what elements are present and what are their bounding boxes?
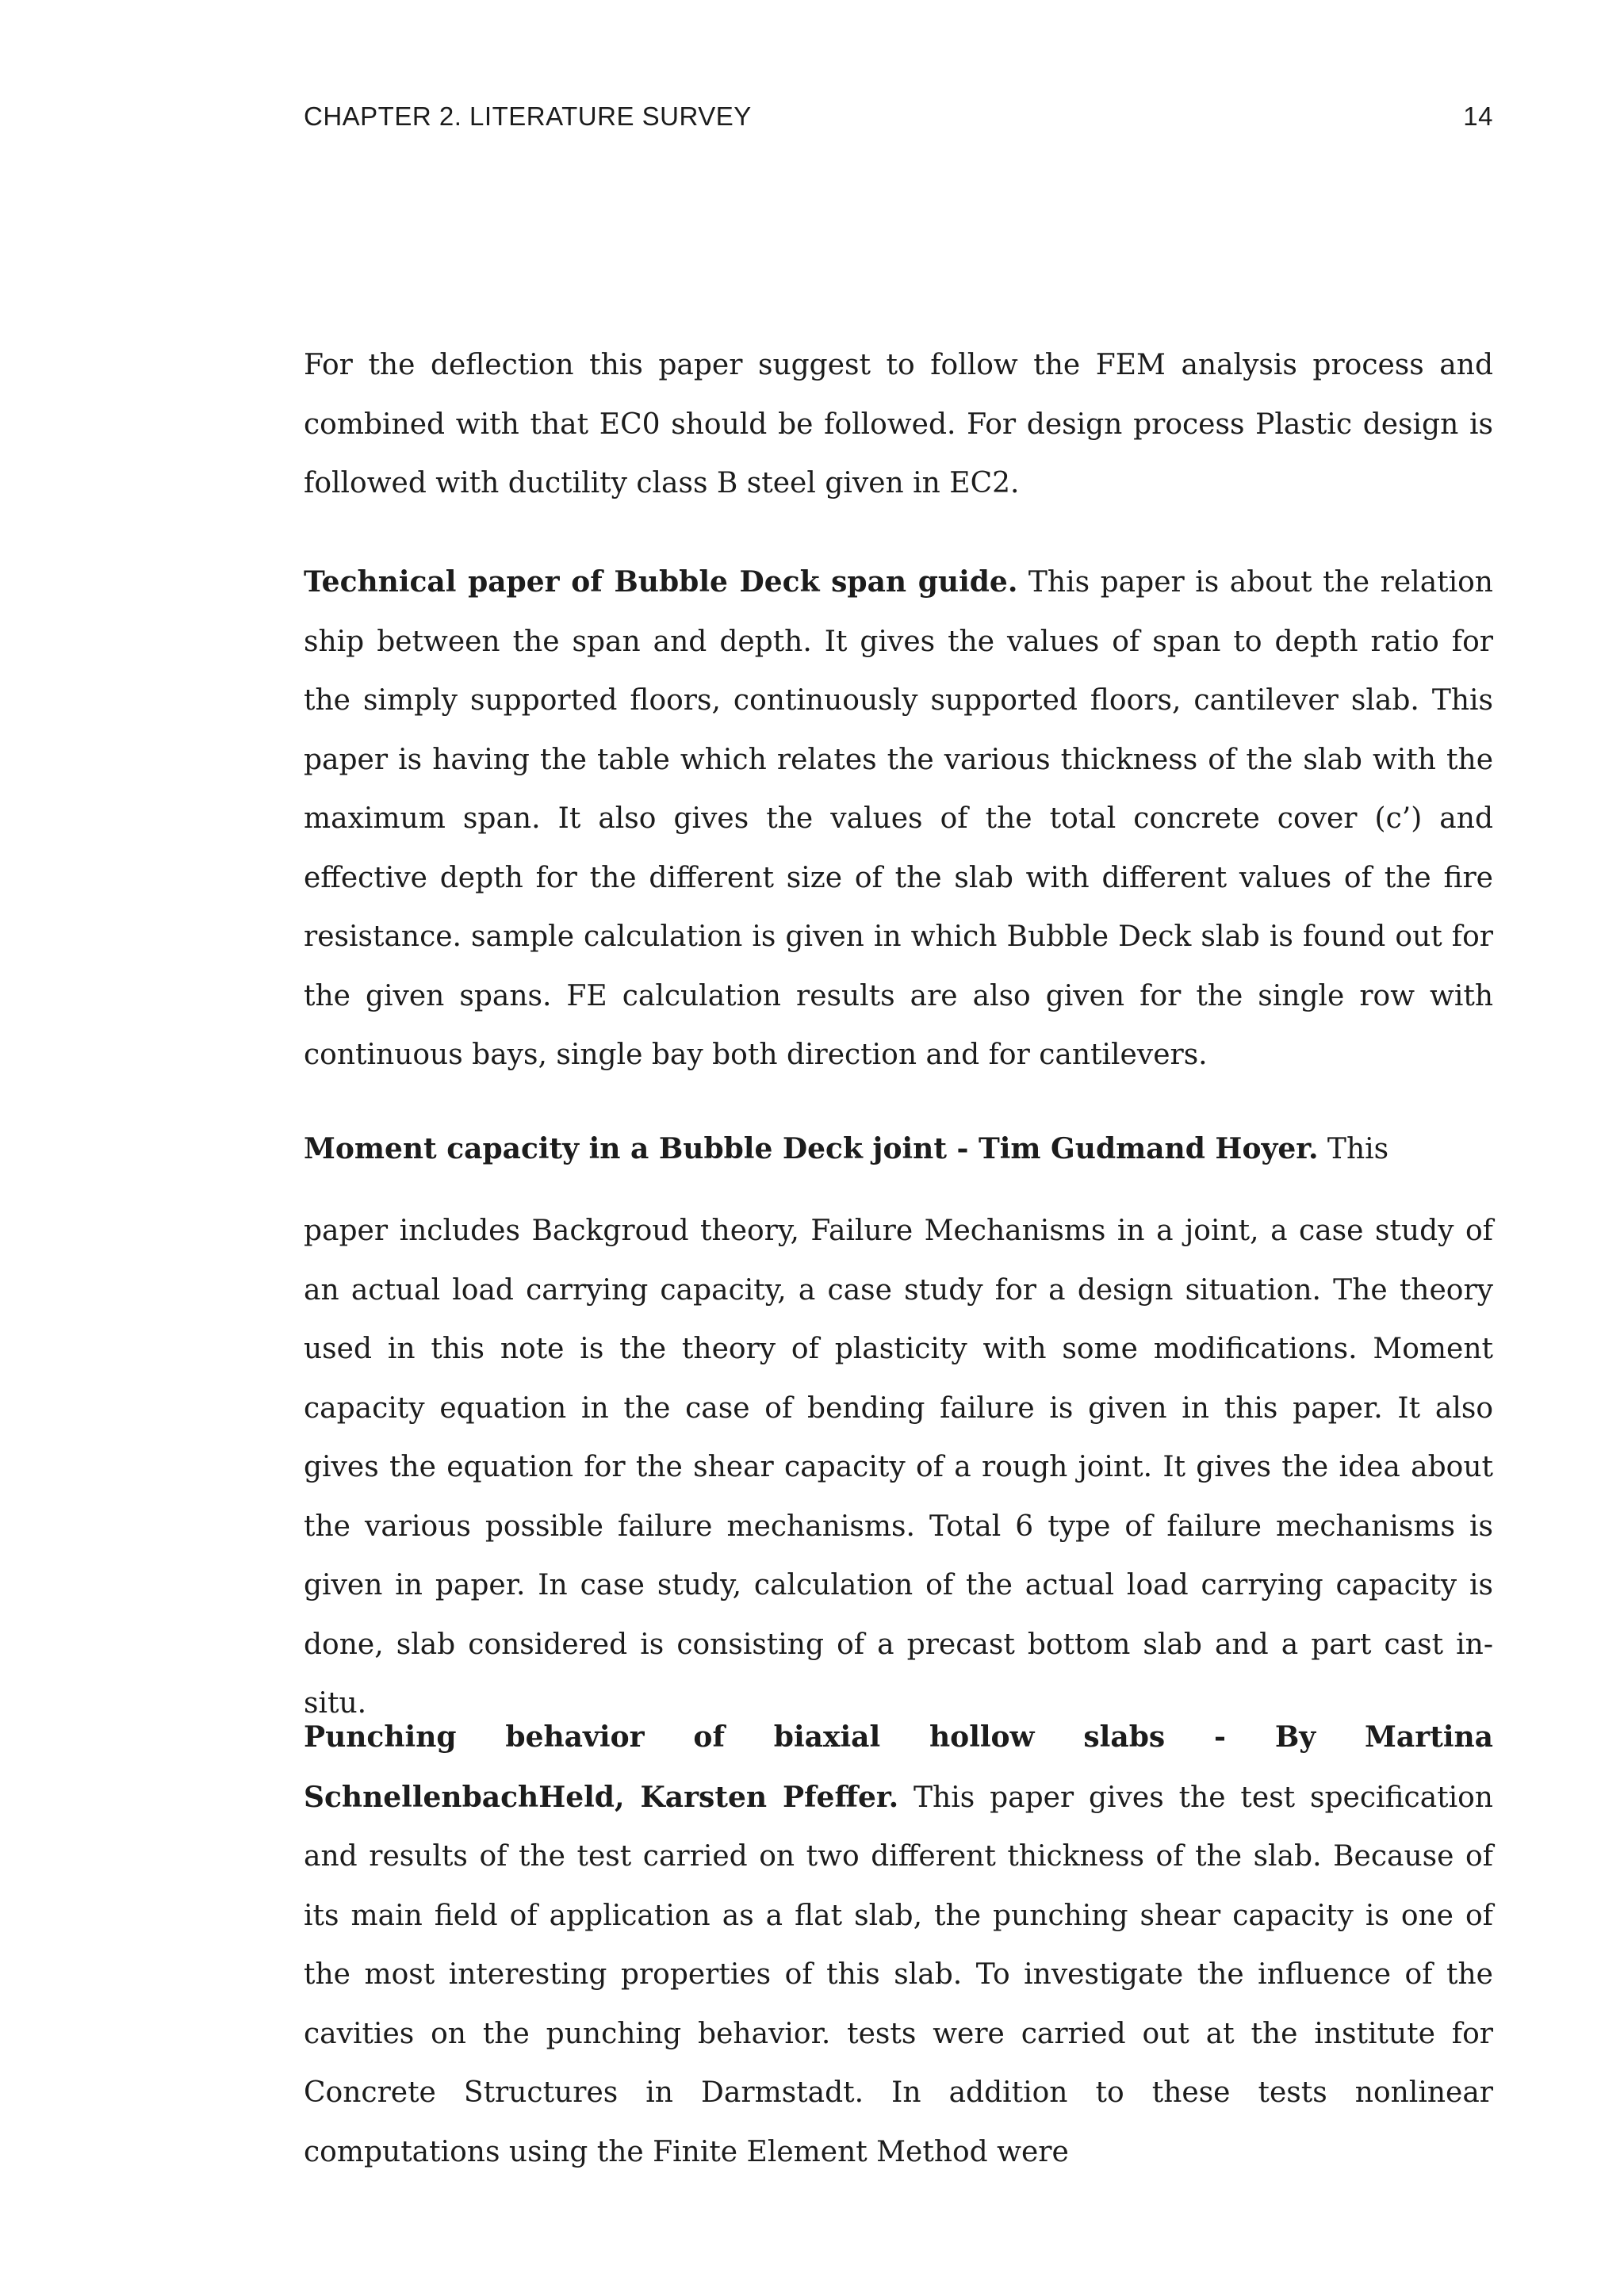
chapter-title: CHAPTER 2. LITERATURE SURVEY	[304, 101, 752, 131]
paragraph-text: This paper is about the relation ship between the span and depth. It gives the values of span to depth ratio for the simply supported floors, continuously supported floors, cantilever slab. This paper is having the table which relates the various thickness of the slab with the maximum span. It also gives the values of the total concrete cover (c’) and effective depth for the different size of the slab with different values of the fire resistance. sample calculation is given in which Bubble Deck slab is found out for the given spans. FE calculation results are also given for the single row with continuous bays, single bay both direction and for cantilevers.	[304, 566, 1493, 1071]
paragraph-heading: Punching behavior of biaxial hollow slabs - By Martina SchnellenbachHeld, Karsten Pfeffer.	[304, 1720, 1493, 1814]
paragraph-heading: Technical paper of Bubble Deck span guide.	[304, 565, 1018, 599]
paragraph-heading: Moment capacity in a Bubble Deck joint - Tim Gudmand Hoyer.	[304, 1132, 1319, 1165]
running-header	[304, 101, 1493, 132]
paragraph-heading-line	[304, 1119, 1493, 1180]
paragraph-text: This paper gives the test specification and results of the test carried on two different thickness of the slab. Because of its main field of application as a flat slab, the punching shear capacity is one of the most interesting properties of this slab. To investigate the influence of the cavities on the punching behavior. tests were carried out at the institute for Concrete Structures in Darmstadt. In addition to these tests nonlinear computations using the Finite Element Method were	[304, 1781, 1493, 2168]
paragraph-punching-behavior	[304, 1708, 1493, 2182]
paragraph-deflection	[304, 336, 1493, 514]
paragraph-text: paper includes Backgroud theory, Failure Mechanisms in a joint, a case study of an actual load carrying capacity, a case study for a design situation. The theory used in this note is the theory of plasticity with some modifications. Moment capacity equation in the case of bending failure is given in this paper. It also gives the equation for the shear capacity of a rough joint. It gives the idea about the various possible failure mechanisms. Total 6 type of failure mechanisms is given in paper. In case study, calculation of the actual load carrying capacity is done, slab considered is consisting of a precast bottom slab and a part cast in-situ.	[304, 1215, 1493, 1720]
paragraph-text: For the deflection this paper suggest to follow the FEM analysis process and combined with that EC0 should be followed. For design process Plastic design is followed with ductility class B steel given in EC2.	[304, 349, 1493, 499]
page-number: 14	[1463, 101, 1493, 131]
paragraph-span-guide	[304, 553, 1493, 1085]
paragraph-moment-capacity	[304, 1202, 1493, 1734]
paragraph-heading-tail: This	[1318, 1133, 1389, 1165]
